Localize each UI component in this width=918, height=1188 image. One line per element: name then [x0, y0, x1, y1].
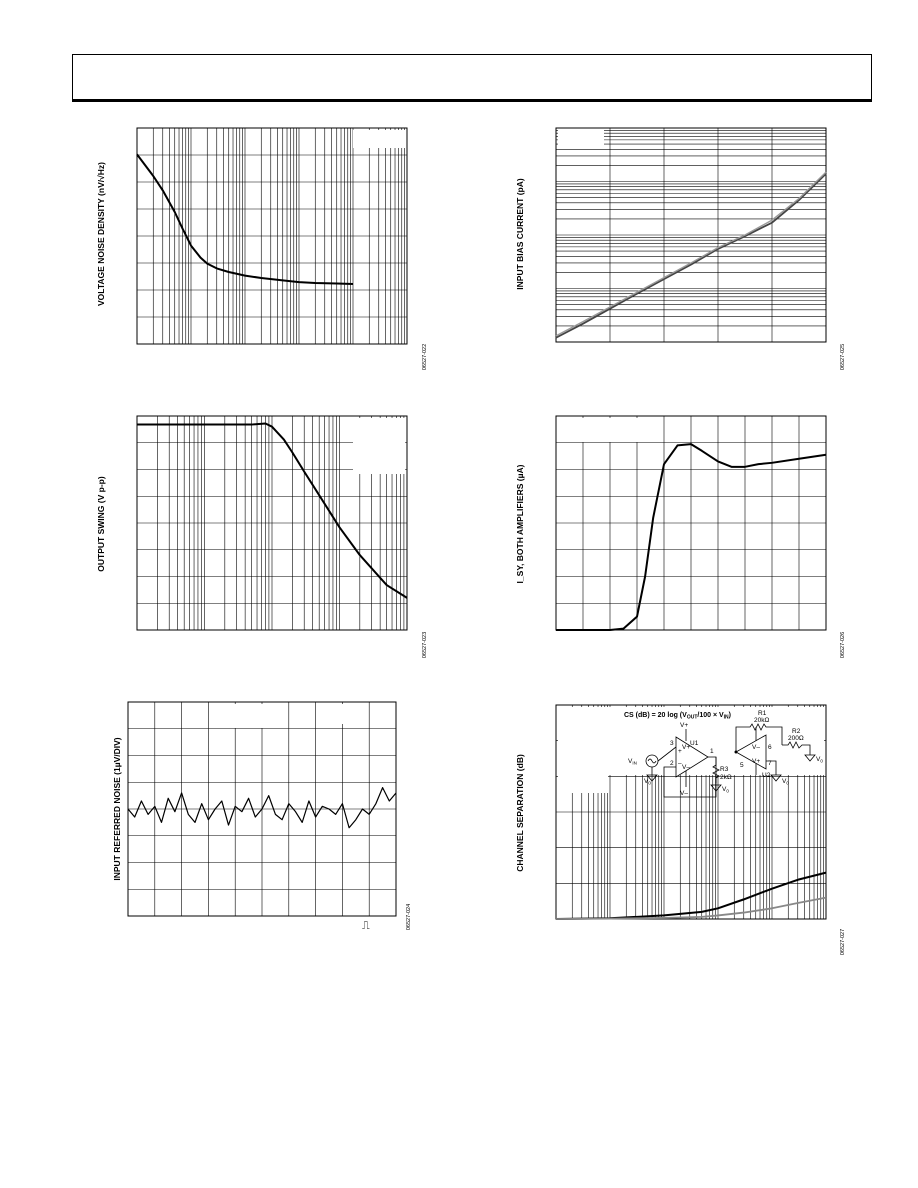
chart-6-inset-u2-label: U2	[762, 772, 771, 779]
chart-6-inset-ground-icon	[771, 775, 781, 781]
chart-6-figure-code: 06527-027	[840, 928, 846, 956]
chart-6-inset-u1-minus: –	[678, 760, 682, 767]
chart-6-inset-pin6: 6	[768, 744, 772, 751]
chart-6-inset-vin-label: $V_{IN}$	[628, 758, 637, 766]
chart-6-inset-ground-label: $V_0$	[722, 786, 729, 794]
chart-6-inset-pin2: 2	[670, 760, 674, 767]
chart-1-ylabel: VOLTAGE NOISE DENSITY (nV/√Hz)	[96, 162, 106, 306]
chart-3-figure-code: 06527-023	[422, 631, 428, 659]
chart-6-inset-node	[735, 751, 738, 754]
chart-4-plot	[556, 416, 826, 630]
chart-2-figure-code: 06527-025	[840, 343, 846, 371]
chart-4-figure-code: 06527-026	[840, 631, 846, 659]
chart-2-plot	[556, 128, 826, 342]
chart-6-inset-u2-vminus: V–	[752, 744, 760, 751]
chart-5-step-symbol: ⎍	[362, 920, 370, 932]
chart-6-inset-supply-vminus: V–	[680, 790, 688, 797]
chart-6-inset-ground-label: $V_0$	[644, 778, 651, 786]
chart-5-figure-code: 06527-024	[406, 903, 412, 931]
chart-1-grid	[137, 128, 407, 344]
chart-1-plot	[137, 128, 407, 344]
chart-6-inset-u2-vplus: V+	[752, 758, 761, 765]
chart-5-plot	[128, 702, 396, 916]
chart-6-inset-u1-plus: +	[678, 748, 682, 755]
chart-1-label-space	[353, 130, 405, 148]
chart-6-inset-r1-value: 20kΩ	[754, 717, 770, 724]
chart-6-series-2-line	[556, 898, 826, 919]
chart-6-inset-r1-label: R1	[758, 710, 767, 717]
chart-6-inset-u1-label: U1	[690, 740, 699, 747]
chart-6-inset-r3-value: 2kΩ	[720, 774, 732, 781]
chart-6-inset-ground-label: $V_0$	[782, 778, 789, 786]
chart-6-ylabel: CHANNEL SEPARATION (dB)	[515, 754, 525, 872]
chart-6-series-1-line	[556, 873, 826, 919]
chart-5-label-space	[338, 704, 368, 724]
chart-2-ylabel: INPUT BIAS CURRENT (pA)	[515, 178, 525, 290]
chart-4-grid	[556, 416, 826, 630]
chart-6-inset-ground-label: $V_0$	[816, 756, 823, 764]
chart-6-inset-pin5: 5	[740, 762, 744, 769]
chart-1-figure-code: 06527-022	[422, 343, 428, 371]
chart-6-inset-r2-value: 200Ω	[788, 735, 804, 742]
chart-6-inset-r2-label: R2	[792, 728, 801, 735]
chart-3-plot	[137, 416, 407, 630]
chart-2-label-space	[558, 130, 604, 146]
chart-6-inset-u1-vminus: V–	[682, 764, 690, 771]
chart-6-inset-u1-vplus: V+	[682, 744, 691, 751]
chart-6-inset-pin3: 3	[670, 740, 674, 747]
chart-5-label-space	[216, 704, 264, 728]
chart-6-inset-supply-vplus: V+	[680, 722, 689, 729]
chart-4-ylabel: I_SY, BOTH AMPLIFIERS (µA)	[515, 464, 525, 584]
chart-2-series-1-line	[556, 174, 826, 338]
chart-6-inset-formula: CS (dB) = 20 $\log (V_{OUT}/100 \times V_{IN})$	[624, 712, 731, 721]
chart-4-label-space	[558, 418, 638, 442]
chart-2-grid	[556, 128, 826, 342]
page-header-box	[72, 54, 872, 102]
chart-6-inset-pin1: 1	[710, 748, 714, 755]
chart-5-ylabel: INPUT REFERRED NOISE (1µV/DIV)	[112, 737, 122, 881]
chart-6-plot	[556, 705, 826, 919]
chart-3-ylabel: OUTPUT SWING (V p-p)	[96, 476, 106, 572]
chart-2-series-2-line	[556, 172, 826, 336]
chart-3-label-space	[353, 418, 405, 474]
chart-6-inset-r3-label: R3	[720, 766, 729, 773]
chart-6-inset-pin7: 7	[768, 760, 772, 767]
chart-6-label-space	[558, 775, 608, 793]
